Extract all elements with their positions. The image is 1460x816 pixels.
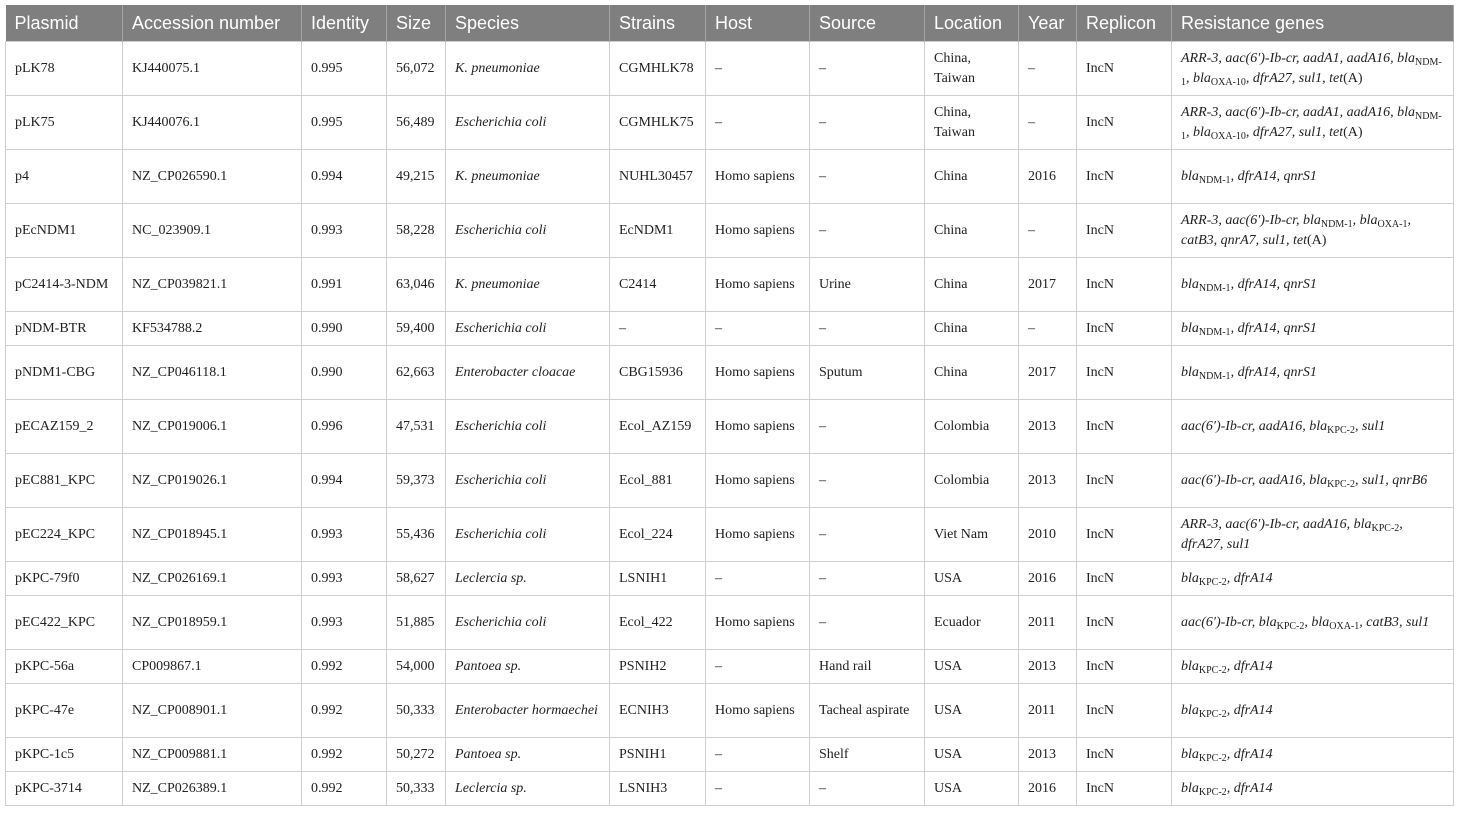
cell-strain: C2414 bbox=[610, 258, 706, 312]
cell-accession: NZ_CP026169.1 bbox=[123, 562, 302, 596]
cell-strain: PSNIH1 bbox=[610, 738, 706, 772]
cell-resistance-genes: bla$_{KPC-2}$, dfrA14 bbox=[1172, 562, 1454, 596]
cell-strain: CGMHLK75 bbox=[610, 96, 706, 150]
cell-host: Homo sapiens bbox=[706, 346, 810, 400]
cell-identity: 0.995 bbox=[302, 96, 387, 150]
table-row bbox=[6, 258, 1454, 312]
cell-source: – bbox=[810, 508, 925, 562]
cell-species: Escherichia coli bbox=[446, 400, 610, 454]
cell-replicon: IncN bbox=[1077, 150, 1172, 204]
cell-plasmid: pEC422_KPC bbox=[6, 596, 123, 650]
cell-resistance-genes: bla$_{NDM-1}$, dfrA14, qnrS1 bbox=[1172, 346, 1454, 400]
cell-identity: 0.990 bbox=[302, 346, 387, 400]
cell-host: Homo sapiens bbox=[706, 258, 810, 312]
cell-resistance-genes: bla$_{KPC-2}$, dfrA14 bbox=[1172, 738, 1454, 772]
cell-strain: CBG15936 bbox=[610, 346, 706, 400]
cell-identity: 0.992 bbox=[302, 772, 387, 806]
cell-year: 2013 bbox=[1019, 650, 1077, 684]
cell-location: China bbox=[925, 204, 1019, 258]
cell-identity: 0.995 bbox=[302, 42, 387, 96]
cell-size: 55,436 bbox=[387, 508, 446, 562]
cell-year: – bbox=[1019, 96, 1077, 150]
cell-plasmid: pNDM-BTR bbox=[6, 312, 123, 346]
header-species: Species bbox=[446, 5, 610, 42]
header-source: Source bbox=[810, 5, 925, 42]
cell-plasmid: pKPC-56a bbox=[6, 650, 123, 684]
cell-source: – bbox=[810, 204, 925, 258]
cell-species: Leclercia sp. bbox=[446, 772, 610, 806]
cell-size: 49,215 bbox=[387, 150, 446, 204]
cell-year: 2016 bbox=[1019, 772, 1077, 806]
cell-resistance-genes: aac(6′)-Ib-cr, aadA16, bla$_{KPC-2}$, sul1 bbox=[1172, 400, 1454, 454]
cell-location: Colombia bbox=[925, 400, 1019, 454]
cell-size: 62,663 bbox=[387, 346, 446, 400]
cell-size: 50,272 bbox=[387, 738, 446, 772]
cell-location: USA bbox=[925, 738, 1019, 772]
cell-species: Escherichia coli bbox=[446, 204, 610, 258]
cell-strain: Ecol_422 bbox=[610, 596, 706, 650]
cell-replicon: IncN bbox=[1077, 508, 1172, 562]
cell-species: Pantoea sp. bbox=[446, 650, 610, 684]
cell-location: China, Taiwan bbox=[925, 42, 1019, 96]
cell-host: Homo sapiens bbox=[706, 454, 810, 508]
cell-accession: CP009867.1 bbox=[123, 650, 302, 684]
cell-plasmid: pECAZ159_2 bbox=[6, 400, 123, 454]
header-year: Year bbox=[1019, 5, 1077, 42]
cell-species: Escherichia coli bbox=[446, 596, 610, 650]
cell-plasmid: pEC224_KPC bbox=[6, 508, 123, 562]
cell-plasmid: pKPC-3714 bbox=[6, 772, 123, 806]
cell-size: 56,072 bbox=[387, 42, 446, 96]
cell-resistance-genes: bla$_{NDM-1}$, dfrA14, qnrS1 bbox=[1172, 258, 1454, 312]
cell-strain: NUHL30457 bbox=[610, 150, 706, 204]
table-row bbox=[6, 562, 1454, 596]
cell-resistance-genes: ARR-3, aac(6′)-Ib-cr, aadA1, aadA16, bla$_{NDM-1}$, bla$_{OXA-10}$, dfrA27, sul1, tet(A) bbox=[1172, 42, 1454, 96]
cell-identity: 0.993 bbox=[302, 562, 387, 596]
cell-size: 56,489 bbox=[387, 96, 446, 150]
data-table bbox=[5, 5, 1454, 806]
table-body bbox=[6, 42, 1454, 806]
cell-species: Enterobacter hormaechei bbox=[446, 684, 610, 738]
cell-identity: 0.990 bbox=[302, 312, 387, 346]
cell-accession: KF534788.2 bbox=[123, 312, 302, 346]
cell-host: – bbox=[706, 562, 810, 596]
table-row bbox=[6, 596, 1454, 650]
cell-accession: NZ_CP026389.1 bbox=[123, 772, 302, 806]
resistance-plasmid-table bbox=[5, 5, 1454, 806]
cell-size: 50,333 bbox=[387, 684, 446, 738]
cell-strain: Ecol_AZ159 bbox=[610, 400, 706, 454]
cell-species: Escherichia coli bbox=[446, 454, 610, 508]
header-size: Size bbox=[387, 5, 446, 42]
cell-source: – bbox=[810, 562, 925, 596]
cell-replicon: IncN bbox=[1077, 684, 1172, 738]
cell-source: – bbox=[810, 596, 925, 650]
cell-size: 58,228 bbox=[387, 204, 446, 258]
cell-species: K. pneumoniae bbox=[446, 150, 610, 204]
cell-plasmid: pLK78 bbox=[6, 42, 123, 96]
table-row bbox=[6, 650, 1454, 684]
cell-resistance-genes: bla$_{NDM-1}$, dfrA14, qnrS1 bbox=[1172, 150, 1454, 204]
header-replicon: Replicon bbox=[1077, 5, 1172, 42]
cell-year: 2013 bbox=[1019, 454, 1077, 508]
table-row bbox=[6, 42, 1454, 96]
table-row bbox=[6, 312, 1454, 346]
cell-accession: NZ_CP018959.1 bbox=[123, 596, 302, 650]
cell-species: Escherichia coli bbox=[446, 96, 610, 150]
table-row bbox=[6, 204, 1454, 258]
cell-replicon: IncN bbox=[1077, 650, 1172, 684]
cell-source: Sputum bbox=[810, 346, 925, 400]
cell-size: 47,531 bbox=[387, 400, 446, 454]
cell-species: Enterobacter cloacae bbox=[446, 346, 610, 400]
cell-plasmid: pC2414-3-NDM bbox=[6, 258, 123, 312]
header-resistance-genes: Resistance genes bbox=[1172, 5, 1454, 42]
cell-host: – bbox=[706, 42, 810, 96]
cell-host: Homo sapiens bbox=[706, 684, 810, 738]
cell-resistance-genes: bla$_{KPC-2}$, dfrA14 bbox=[1172, 650, 1454, 684]
header-plasmid: Plasmid bbox=[6, 5, 123, 42]
cell-replicon: IncN bbox=[1077, 258, 1172, 312]
cell-strain: – bbox=[610, 312, 706, 346]
cell-replicon: IncN bbox=[1077, 96, 1172, 150]
cell-location: China bbox=[925, 150, 1019, 204]
cell-plasmid: pNDM1-CBG bbox=[6, 346, 123, 400]
cell-plasmid: pKPC-79f0 bbox=[6, 562, 123, 596]
cell-host: – bbox=[706, 312, 810, 346]
header-strains: Strains bbox=[610, 5, 706, 42]
cell-size: 58,627 bbox=[387, 562, 446, 596]
cell-resistance-genes: aac(6′)-Ib-cr, aadA16, bla$_{KPC-2}$, sul1, qnrB6 bbox=[1172, 454, 1454, 508]
cell-strain: Ecol_224 bbox=[610, 508, 706, 562]
cell-identity: 0.994 bbox=[302, 454, 387, 508]
cell-replicon: IncN bbox=[1077, 42, 1172, 96]
cell-replicon: IncN bbox=[1077, 312, 1172, 346]
cell-size: 59,373 bbox=[387, 454, 446, 508]
cell-resistance-genes: bla$_{KPC-2}$, dfrA14 bbox=[1172, 684, 1454, 738]
cell-species: Pantoea sp. bbox=[446, 738, 610, 772]
table-row bbox=[6, 772, 1454, 806]
cell-resistance-genes: ARR-3, aac(6′)-Ib-cr, aadA16, bla$_{KPC-2}$, dfrA27, sul1 bbox=[1172, 508, 1454, 562]
cell-plasmid: pEC881_KPC bbox=[6, 454, 123, 508]
cell-replicon: IncN bbox=[1077, 454, 1172, 508]
table-row bbox=[6, 400, 1454, 454]
table-row bbox=[6, 96, 1454, 150]
cell-location: China bbox=[925, 346, 1019, 400]
cell-year: – bbox=[1019, 312, 1077, 346]
table-row bbox=[6, 684, 1454, 738]
cell-size: 54,000 bbox=[387, 650, 446, 684]
cell-year: 2016 bbox=[1019, 562, 1077, 596]
table-row bbox=[6, 508, 1454, 562]
cell-year: 2017 bbox=[1019, 346, 1077, 400]
cell-host: Homo sapiens bbox=[706, 204, 810, 258]
cell-year: 2013 bbox=[1019, 738, 1077, 772]
cell-resistance-genes: ARR-3, aac(6′)-Ib-cr, aadA1, aadA16, bla$_{NDM-1}$, bla$_{OXA-10}$, dfrA27, sul1, tet(A) bbox=[1172, 96, 1454, 150]
cell-strain: EcNDM1 bbox=[610, 204, 706, 258]
cell-plasmid: pKPC-1c5 bbox=[6, 738, 123, 772]
cell-year: 2013 bbox=[1019, 400, 1077, 454]
cell-identity: 0.996 bbox=[302, 400, 387, 454]
cell-year: 2017 bbox=[1019, 258, 1077, 312]
header-host: Host bbox=[706, 5, 810, 42]
cell-accession: NZ_CP018945.1 bbox=[123, 508, 302, 562]
cell-accession: NZ_CP046118.1 bbox=[123, 346, 302, 400]
cell-strain: PSNIH2 bbox=[610, 650, 706, 684]
cell-species: Leclercia sp. bbox=[446, 562, 610, 596]
header-identity: Identity bbox=[302, 5, 387, 42]
cell-year: – bbox=[1019, 204, 1077, 258]
cell-replicon: IncN bbox=[1077, 772, 1172, 806]
cell-location: Viet Nam bbox=[925, 508, 1019, 562]
cell-location: China bbox=[925, 312, 1019, 346]
cell-resistance-genes: aac(6′)-Ib-cr, bla$_{KPC-2}$, bla$_{OXA-1}$, catB3, sul1 bbox=[1172, 596, 1454, 650]
cell-host: – bbox=[706, 96, 810, 150]
cell-resistance-genes: ARR-3, aac(6′)-Ib-cr, bla$_{NDM-1}$, bla$_{OXA-1}$, catB3, qnrA7, sul1, tet(A) bbox=[1172, 204, 1454, 258]
cell-location: Colombia bbox=[925, 454, 1019, 508]
cell-replicon: IncN bbox=[1077, 562, 1172, 596]
cell-resistance-genes: bla$_{KPC-2}$, dfrA14 bbox=[1172, 772, 1454, 806]
cell-plasmid: pLK75 bbox=[6, 96, 123, 150]
cell-strain: LSNIH1 bbox=[610, 562, 706, 596]
cell-species: Escherichia coli bbox=[446, 508, 610, 562]
cell-accession: NZ_CP008901.1 bbox=[123, 684, 302, 738]
cell-accession: NZ_CP019026.1 bbox=[123, 454, 302, 508]
cell-replicon: IncN bbox=[1077, 204, 1172, 258]
cell-identity: 0.992 bbox=[302, 650, 387, 684]
table-row bbox=[6, 150, 1454, 204]
cell-identity: 0.994 bbox=[302, 150, 387, 204]
cell-year: – bbox=[1019, 42, 1077, 96]
cell-accession: NC_023909.1 bbox=[123, 204, 302, 258]
cell-source: – bbox=[810, 400, 925, 454]
cell-size: 63,046 bbox=[387, 258, 446, 312]
cell-location: USA bbox=[925, 650, 1019, 684]
cell-location: USA bbox=[925, 562, 1019, 596]
cell-source: – bbox=[810, 772, 925, 806]
cell-strain: ECNIH3 bbox=[610, 684, 706, 738]
cell-host: – bbox=[706, 650, 810, 684]
cell-host: Homo sapiens bbox=[706, 596, 810, 650]
cell-source: – bbox=[810, 96, 925, 150]
cell-replicon: IncN bbox=[1077, 346, 1172, 400]
cell-year: 2010 bbox=[1019, 508, 1077, 562]
cell-location: USA bbox=[925, 684, 1019, 738]
cell-source: Urine bbox=[810, 258, 925, 312]
header-row bbox=[6, 5, 1454, 42]
cell-location: China, Taiwan bbox=[925, 96, 1019, 150]
cell-source: Hand rail bbox=[810, 650, 925, 684]
cell-strain: Ecol_881 bbox=[610, 454, 706, 508]
cell-size: 59,400 bbox=[387, 312, 446, 346]
table-row bbox=[6, 738, 1454, 772]
cell-source: – bbox=[810, 454, 925, 508]
table-row bbox=[6, 346, 1454, 400]
cell-location: USA bbox=[925, 772, 1019, 806]
cell-species: Escherichia coli bbox=[446, 312, 610, 346]
cell-accession: KJ440076.1 bbox=[123, 96, 302, 150]
cell-source: – bbox=[810, 42, 925, 96]
cell-plasmid: p4 bbox=[6, 150, 123, 204]
cell-strain: LSNIH3 bbox=[610, 772, 706, 806]
cell-host: Homo sapiens bbox=[706, 508, 810, 562]
header-accession-number: Accession number bbox=[123, 5, 302, 42]
cell-replicon: IncN bbox=[1077, 400, 1172, 454]
cell-replicon: IncN bbox=[1077, 738, 1172, 772]
cell-identity: 0.992 bbox=[302, 684, 387, 738]
cell-strain: CGMHLK78 bbox=[610, 42, 706, 96]
cell-accession: NZ_CP019006.1 bbox=[123, 400, 302, 454]
cell-species: K. pneumoniae bbox=[446, 258, 610, 312]
cell-identity: 0.992 bbox=[302, 738, 387, 772]
cell-host: Homo sapiens bbox=[706, 400, 810, 454]
cell-plasmid: pEcNDM1 bbox=[6, 204, 123, 258]
header-location: Location bbox=[925, 5, 1019, 42]
table-row bbox=[6, 454, 1454, 508]
cell-source: Tacheal aspirate bbox=[810, 684, 925, 738]
cell-identity: 0.993 bbox=[302, 508, 387, 562]
cell-accession: NZ_CP026590.1 bbox=[123, 150, 302, 204]
cell-year: 2011 bbox=[1019, 596, 1077, 650]
cell-year: 2011 bbox=[1019, 684, 1077, 738]
cell-size: 51,885 bbox=[387, 596, 446, 650]
cell-species: K. pneumoniae bbox=[446, 42, 610, 96]
cell-accession: KJ440075.1 bbox=[123, 42, 302, 96]
cell-host: – bbox=[706, 738, 810, 772]
cell-source: – bbox=[810, 312, 925, 346]
cell-identity: 0.993 bbox=[302, 204, 387, 258]
cell-resistance-genes: bla$_{NDM-1}$, dfrA14, qnrS1 bbox=[1172, 312, 1454, 346]
cell-accession: NZ_CP039821.1 bbox=[123, 258, 302, 312]
cell-year: 2016 bbox=[1019, 150, 1077, 204]
cell-identity: 0.993 bbox=[302, 596, 387, 650]
cell-source: Shelf bbox=[810, 738, 925, 772]
cell-host: Homo sapiens bbox=[706, 150, 810, 204]
cell-size: 50,333 bbox=[387, 772, 446, 806]
cell-accession: NZ_CP009881.1 bbox=[123, 738, 302, 772]
cell-plasmid: pKPC-47e bbox=[6, 684, 123, 738]
cell-location: China bbox=[925, 258, 1019, 312]
cell-host: – bbox=[706, 772, 810, 806]
cell-replicon: IncN bbox=[1077, 596, 1172, 650]
cell-source: – bbox=[810, 150, 925, 204]
cell-location: Ecuador bbox=[925, 596, 1019, 650]
cell-identity: 0.991 bbox=[302, 258, 387, 312]
